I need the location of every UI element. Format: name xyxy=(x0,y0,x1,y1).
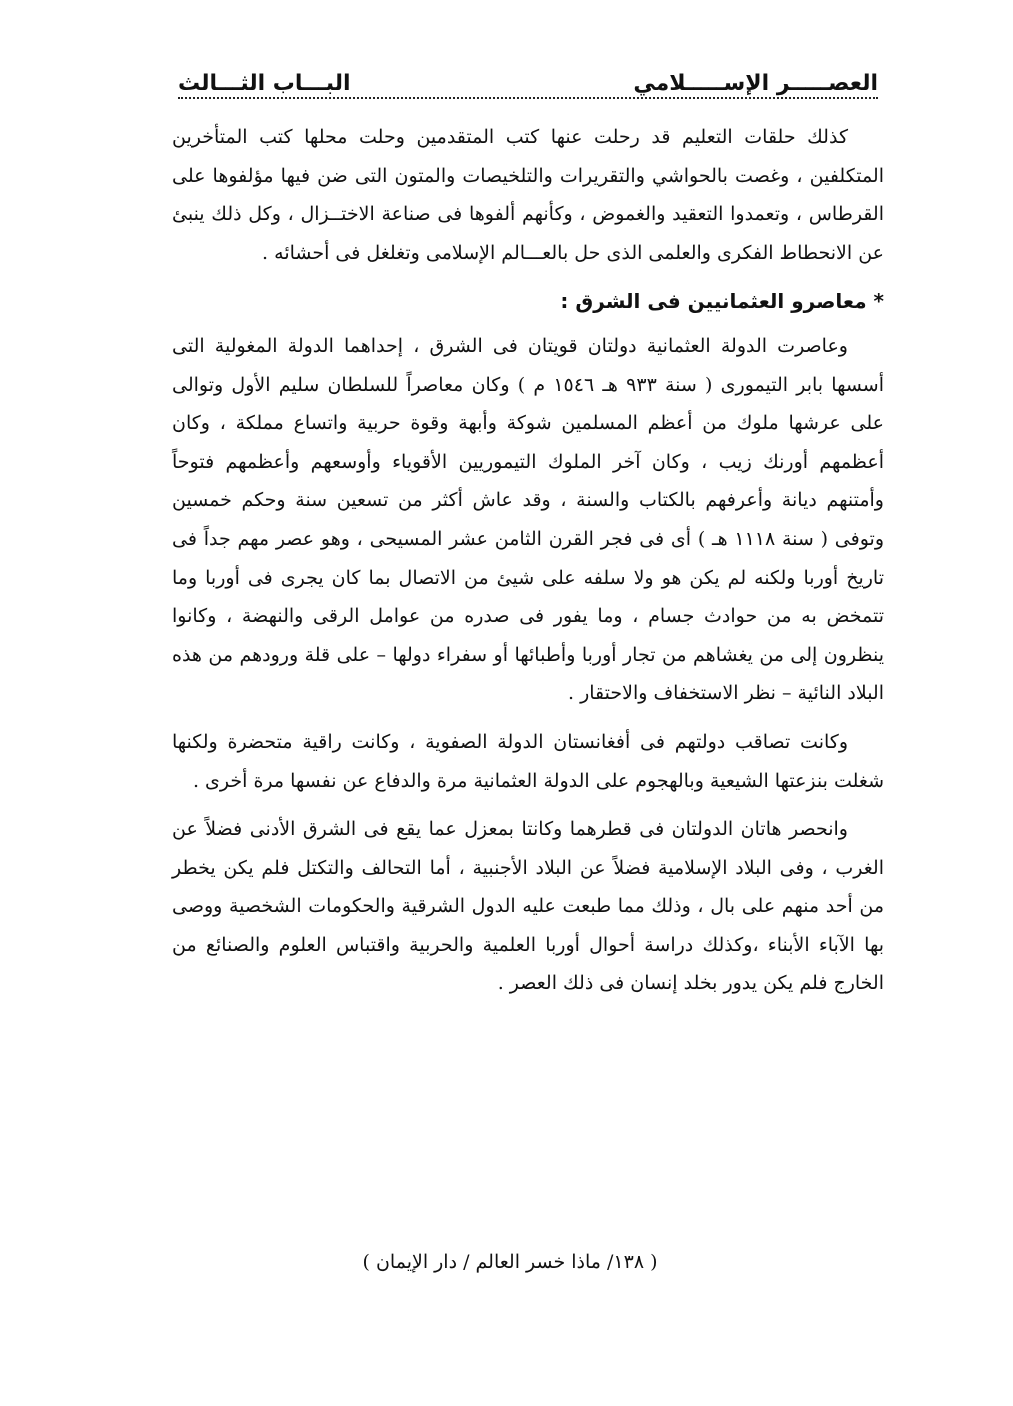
paragraph-1: كذلك حلقات التعليم قد رحلت عنها كتب المتقدمين وحلت محلها كتب المتأخرين المتكلفين ، وغصت بالحواشي والتقريرات والتلخيصات والمتون التى ضن فيها مؤلفوها على القرطاس ، وتعمدوا التعقيد والغموض ، وكأنهم ألفوها فى صناعة الاختــزال ، وكل ذلك ينبئ عن الانحطاط الفكرى والعلمى الذى حل بالعـــالم الإسلامى وتغلغل فى أحشائه . xyxy=(172,126,884,264)
section-heading: * معاصرو العثمانيين فى الشرق : xyxy=(560,289,884,314)
page-body xyxy=(172,118,884,1013)
paragraph-2: وعاصرت الدولة العثمانية دولتان قويتان فى الشرق ، إحداهما الدولة المغولية التى أسسها بابر التيمورى ( سنة ٩٣٣ هـ ١٥٤٦ م ) وكان معاصراً للسلطان سليم الأول وتوالى على عرشها ملوك من أعظم المسلمين شوكة وأبهة وقوة حربية واتساع مملكة ، وكان أعظمهم أورنك زيب ، وكان آخر الملوك التيموريين الأقوياء وأوسعهم وأعظمهم فتوحاً وأمتنهم ديانة وأعرفهم بالكتاب والسنة ، وقد عاش أكثر من تسعين سنة وحكم خمسين وتوفى ( سنة ١١١٨ هـ ) أى فى فجر القرن الثامن عشر المسيحى ، وهو عصر مهم جداً فى تاريخ أوربا ولكنه لم يكن هو ولا سلفه على شيئ من الاتصال بما كان يجرى فى أوربا وما تتمخض به من حوادث جسام ، وما يفور فى صدره من عوامل الرقى والنهضة ، وكانوا ينظرون إلى من يغشاهم من تجار أوربا وأطبائها أو سفراء دولها – على قلة ورودهم من هذه البلاد النائية – نظر الاستخفاف والاحتقار . xyxy=(172,334,884,705)
paragraph-3: وكانت تصاقب دولتهم فى أفغانستان الدولة الصفوية ، وكانت راقية متحضرة ولكنها شغلت بنزعتها الشيعية وبالهجوم على الدولة العثمانية مرة والدفاع عن نفسها مرة أخرى . xyxy=(172,730,884,792)
running-header xyxy=(178,62,878,96)
page-footer: ( ١٣٨/ ماذا خسر العالم / دار الإيمان ) xyxy=(362,1251,658,1273)
paragraph-4: وانحصر هاتان الدولتان فى قطرهما وكانتا بمعزل عما يقع فى الشرق الأدنى فضلاً عن الغرب ، وفى البلاد الإسلامية فضلاً عن البلاد الأجنبية ، أما التحالف والتكتل فلم يكن يخطر من أحد منهم على بال ، وذلك مما طبعت عليه الدول الشرقية والحكومات الشخصية ووصى بها الآباء الأبناء ،وكذلك دراسة أحوال أوربا العلمية والحربية واقتباس العلوم والصنائع من الخارج فلم يكن يدور بخلد إنسان فى ذلك العصر . xyxy=(172,818,884,995)
header-chapter-title: البـــاب الثـــالث xyxy=(178,71,351,96)
header-book-title: العصـــــر الإســـــلامي xyxy=(633,71,878,96)
header-divider xyxy=(178,97,878,99)
